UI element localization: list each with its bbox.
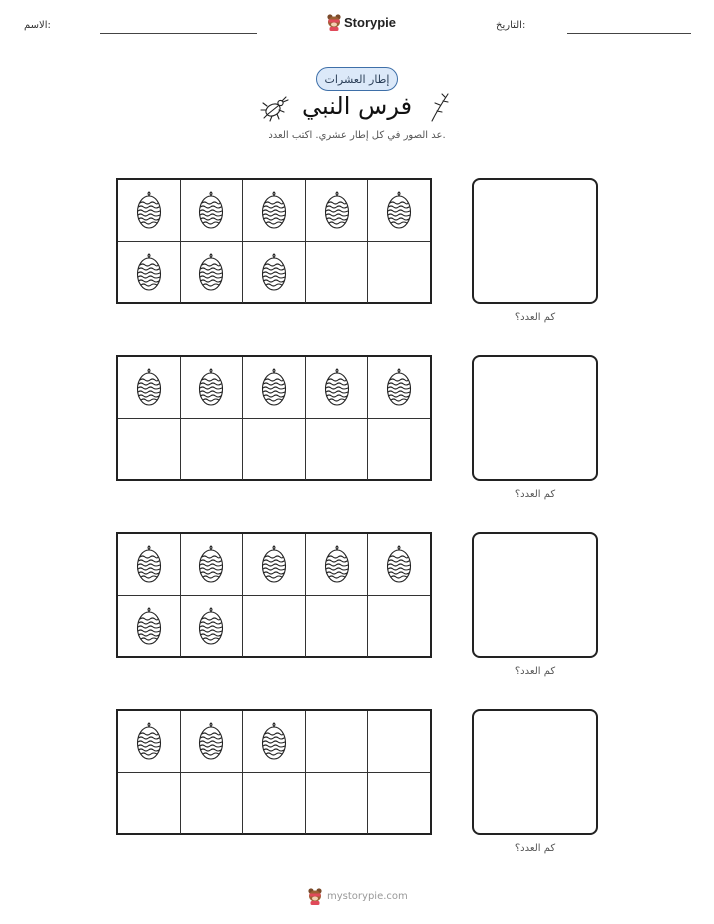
frame-cell <box>306 534 369 595</box>
question-4: كم العدد؟ <box>514 843 556 854</box>
frame-cell <box>368 180 430 241</box>
storypie-logo <box>326 13 396 31</box>
frame-row <box>118 711 430 772</box>
question-2: كم العدد؟ <box>514 489 556 500</box>
pinecone-icon <box>135 722 163 762</box>
frame-row <box>118 180 430 241</box>
frame-row <box>118 595 430 657</box>
frame-cell <box>181 596 244 657</box>
question-1: كم العدد؟ <box>514 312 556 323</box>
frame-row <box>118 418 430 480</box>
answer-box-3[interactable] <box>472 532 598 658</box>
pinecone-icon <box>385 368 413 408</box>
frame-row <box>118 772 430 834</box>
date-line[interactable] <box>567 33 691 34</box>
frame-cell <box>118 596 181 657</box>
frame-cell <box>243 242 306 303</box>
frame-cell <box>306 357 369 418</box>
frame-cell <box>243 419 306 480</box>
frame-cell <box>306 711 369 772</box>
frame-cell <box>118 711 181 772</box>
pinecone-icon <box>197 368 225 408</box>
bear-mascot-icon <box>307 887 323 905</box>
bear-mascot-icon <box>326 13 342 31</box>
frame-cell <box>181 419 244 480</box>
ten-frame-4 <box>116 709 432 835</box>
ten-frame-3 <box>116 532 432 658</box>
frame-cell <box>306 180 369 241</box>
frame-cell <box>118 773 181 834</box>
pinecone-icon <box>135 545 163 585</box>
frame-cell <box>181 534 244 595</box>
frame-cell <box>368 419 430 480</box>
frame-row <box>118 357 430 418</box>
frame-cell <box>306 773 369 834</box>
frame-cell <box>368 773 430 834</box>
frame-cell <box>368 534 430 595</box>
pinecone-icon <box>197 722 225 762</box>
frame-cell <box>243 596 306 657</box>
pinecone-icon <box>135 191 163 231</box>
frame-cell <box>243 357 306 418</box>
pinecone-icon <box>260 368 288 408</box>
instructions: عد الصور في كل إطار عشري. اكتب العدد. <box>268 130 446 141</box>
frame-cell <box>243 711 306 772</box>
frame-cell <box>181 711 244 772</box>
frame-cell <box>306 419 369 480</box>
pinecone-icon <box>260 253 288 293</box>
page-title: فرس النبي <box>301 92 413 120</box>
question-3: كم العدد؟ <box>514 666 556 677</box>
pinecone-icon <box>260 191 288 231</box>
logo-text: Storypie <box>344 14 397 30</box>
pinecone-icon <box>323 191 351 231</box>
frame-cell <box>118 357 181 418</box>
frame-cell <box>306 596 369 657</box>
frame-cell <box>181 180 244 241</box>
ten-frame-1 <box>116 178 432 304</box>
pinecone-icon <box>260 545 288 585</box>
frame-cell <box>368 242 430 303</box>
answer-box-1[interactable] <box>472 178 598 304</box>
worksheet-type-badge: إطار العشرات <box>316 67 398 91</box>
pinecone-icon <box>323 368 351 408</box>
pinecone-icon <box>385 545 413 585</box>
frame-cell <box>118 419 181 480</box>
answer-box-2[interactable] <box>472 355 598 481</box>
pinecone-icon <box>260 722 288 762</box>
frame-cell <box>181 773 244 834</box>
frame-cell <box>181 357 244 418</box>
date-label: التاريخ: <box>496 20 526 31</box>
answer-box-4[interactable] <box>472 709 598 835</box>
pinecone-icon <box>197 253 225 293</box>
frame-cell <box>118 180 181 241</box>
frame-cell <box>368 357 430 418</box>
pinecone-icon <box>197 607 225 647</box>
name-label: الاسم: <box>24 20 51 31</box>
frame-cell <box>118 534 181 595</box>
pinecone-icon <box>323 545 351 585</box>
frame-cell <box>118 242 181 303</box>
pinecone-icon <box>197 545 225 585</box>
frame-cell <box>243 180 306 241</box>
pinecone-icon <box>385 191 413 231</box>
frame-cell <box>368 711 430 772</box>
frame-row <box>118 241 430 303</box>
frame-cell <box>306 242 369 303</box>
pinecone-icon <box>197 191 225 231</box>
frame-row <box>118 534 430 595</box>
twig-icon <box>428 91 452 123</box>
pinecone-icon <box>135 607 163 647</box>
ten-frame-2 <box>116 355 432 481</box>
frame-cell <box>368 596 430 657</box>
frame-cell <box>243 773 306 834</box>
pinecone-icon <box>135 253 163 293</box>
name-line[interactable] <box>100 33 257 34</box>
pinecone-icon <box>135 368 163 408</box>
footer-url[interactable]: mystorypie.com <box>327 890 408 902</box>
frame-cell <box>181 242 244 303</box>
footer <box>307 887 408 905</box>
frame-cell <box>243 534 306 595</box>
